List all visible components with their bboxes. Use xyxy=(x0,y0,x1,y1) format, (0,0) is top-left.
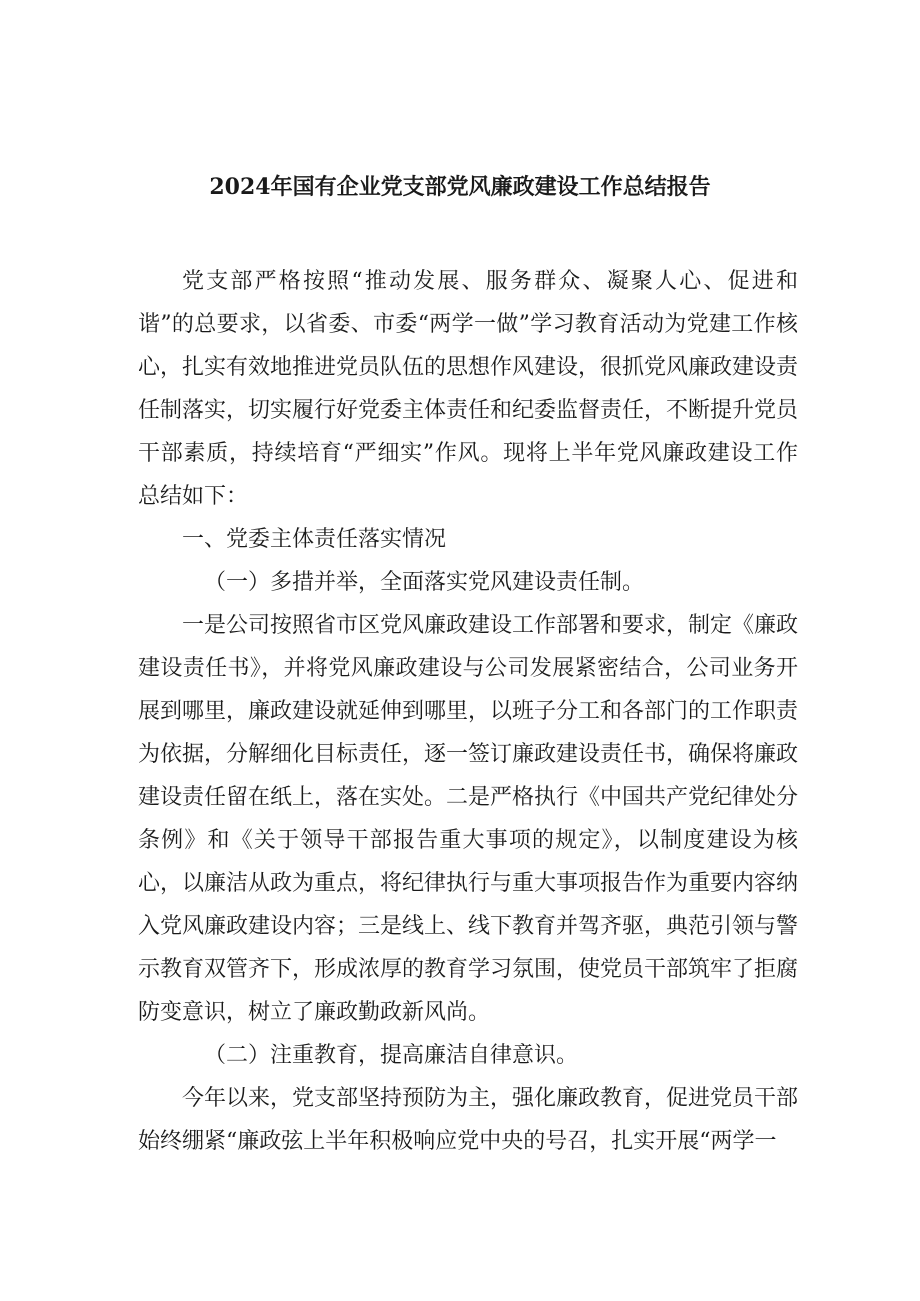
body-paragraph-1: 一是公司按照省市区党风廉政建设工作部署和要求，制定《廉政建设责任书》，并将党风廉政建设与公司发展紧密结合，公司业务开展到哪里，廉政建设就延伸到哪里，以班子分工和各部门的工作职责为依据，分解细化目标责任，逐一签订廉政建设责任书，确保将廉政建设责任留在纸上，落在实处。二是严格执行《中国共产党纪律处分条例》和《关于领导干部报告重大事项的规定》，以制度建设为核心，以廉洁从政为重点，将纪律执行与重大事项报告作为重要内容纳入党风廉政建设内容；三是线上、线下教育并驾齐驱，典范引领与警示教育双管齐下，形成浓厚的教育学习氛围，使党员干部筑牢了拒腐防变意识，树立了廉政勤政新风尚。 xyxy=(138,613,799,1025)
subsection-heading-2: （二）注重教育，提高廉洁自律意识。 xyxy=(204,1043,579,1068)
section-heading-1: 一、党委主体责任落实情况 xyxy=(182,527,447,552)
body-paragraph-2: 今年以来，党支部坚持预防为主，强化廉政教育，促进党员干部始终绷紧“廉政弦上半年积极响应党中央的号召，扎实开展“两学一 xyxy=(138,1086,799,1154)
document-title: 2024年国有企业党支部党风廉政建设工作总结报告 xyxy=(209,174,711,200)
subsection-heading-1: （一）多措并举，全面落实党风建设责任制。 xyxy=(204,570,645,595)
intro-paragraph: 党支部严格按照“推动发展、服务群众、凝聚人心、促进和谐”的总要求，以省委、市委“两学一做”学习教育活动为党建工作核心，扎实有效地推进党员队伍的思想作风建设，很抓党风廉政建设责任制落实，切实履行好党委主体责任和纪委监督责任，不断提升党员干部素质，持续培育“严细实”作风。现将上半年党风廉政建设工作总结如下： xyxy=(138,269,799,509)
document-body xyxy=(138,260,798,1163)
